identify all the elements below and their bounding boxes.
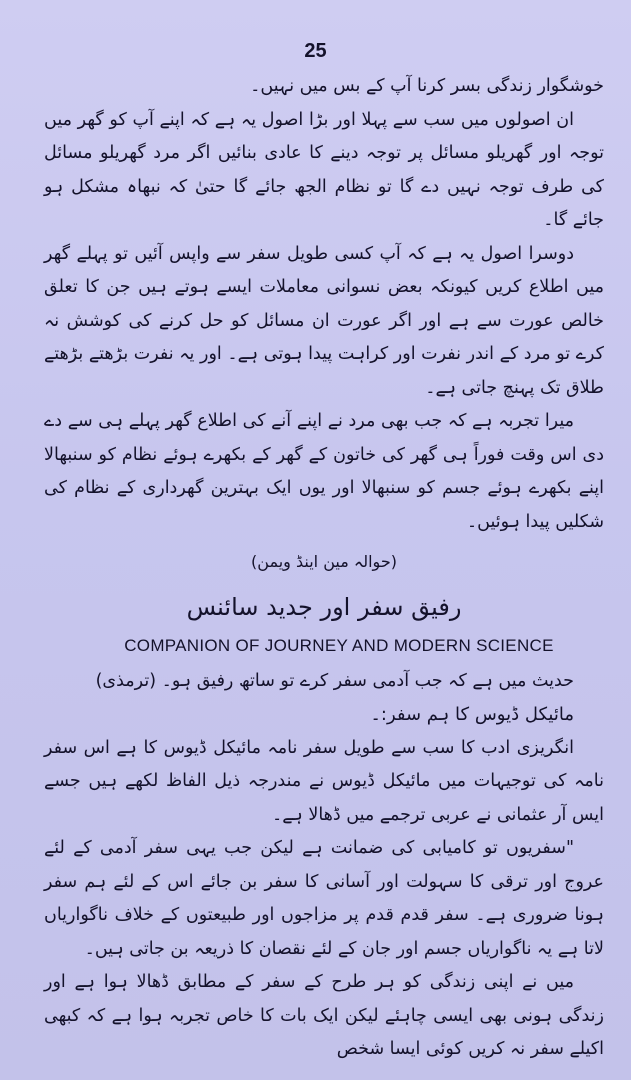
paragraph-quote: "سفریوں تو کامیابی کی ضمانت ہے لیکن جب یہی سفر آدمی کے لئے عروج اور ترقی کا سہولت اور آسانی کا سفر بن جائے اس کے لئے ہم سفر ہونا ضروری ہے۔ سفر قدم قدم پر مزاجوں اور طبیعتوں کے خلاف ناگواریاں لاتا ہے یہ ناگواریاں جسم اور جان کے لئے نقصان کا ذریعہ بن جاتی ہیں۔ xyxy=(44,838,604,959)
paragraph-1: خوشگوار زندگی بسر کرنا آپ کے بس میں نہیں۔ xyxy=(250,76,604,96)
reference-citation: (حوالہ مین اینڈ ویمن) xyxy=(251,552,397,571)
section-heading-english: COMPANION OF JOURNEY AND MODERN SCIENCE xyxy=(124,635,554,655)
paragraph-2: ان اصولوں میں سب سے پہلا اور بڑا اصول یہ ہے کہ اپنے آپ کو گھر میں توجہ اور گھریلو مسائل پر توجہ دینے کا عادی بنائیں اگر مرد گھریلو مسائل کی طرف توجہ نہیں دے گا تو نظام الجھ جائے گا حتیٰ کہ نبھاہ مشکل ہو جائے گا۔ xyxy=(44,109,604,230)
paragraph-3: دوسرا اصول یہ ہے کہ آپ کسی طویل سفر سے واپس آئیں تو پہلے گھر میں اطلاع کریں کیونکہ بعض نسوانی معاملات ایسے ہوتے ہیں جن کا تعلق خالص عورت سے ہے اور اگر عورت ان مسائل کو حل کرنے کی کوشش نہ کرے تو مرد کے اندر نفرت اور کراہت پیدا ہوتی ہے۔ اور یہ نفرت بڑھتے بڑھتے طلاق تک پہنچ جاتی ہے۔ xyxy=(44,243,604,398)
paragraph-4: میرا تجربہ ہے کہ جب بھی مرد نے اپنے آنے کی اطلاع گھر پہلے ہی سے دے دی اس وقت فوراً ہی گھر کی خاتون کے گھر کے بکھرے ہوئے نظام کو سنبھالا اپنے بکھرے ہوئے جسم کو سنبھالا اور یوں ایک بہترین گھرداری کے نظام کی شکلیں پیدا ہوئیں۔ xyxy=(44,411,604,532)
subheading-michael-davis: مائیکل ڈیوس کا ہم سفر:۔ xyxy=(370,704,574,725)
paragraph-hadith: حدیث میں ہے کہ جب آدمی سفر کرے تو ساتھ رفیق ہو۔ (ترمذی) xyxy=(95,670,574,691)
paragraph-6: میں نے اپنی زندگی کو ہر طرح کے سفر کے مطابق ڈھالا ہوا ہے اور زندگی ہونی بھی ایسی چاہئے لیکن ایک بات کا خاص تجربہ ہوا ہے کہ کبھی اکیلے سفر نہ کریں کوئی ایسا شخص xyxy=(44,972,604,1059)
page-text xyxy=(44,70,604,1067)
paragraph-5: انگریزی ادب کا سب سے طویل سفر نامہ مائیکل ڈیوس کا ہے اس سفر نامہ کی توجیہات میں مائیکل ڈیوس نے مندرجہ ذیل الفاظ لکھے ہیں جسے ایس آر عثمانی نے عربی ترجمے میں ڈھالا ہے۔ xyxy=(44,737,604,825)
page-number: 25 xyxy=(304,40,327,62)
section-heading-urdu: رفیق سفر اور جدید سائنس xyxy=(186,592,462,621)
